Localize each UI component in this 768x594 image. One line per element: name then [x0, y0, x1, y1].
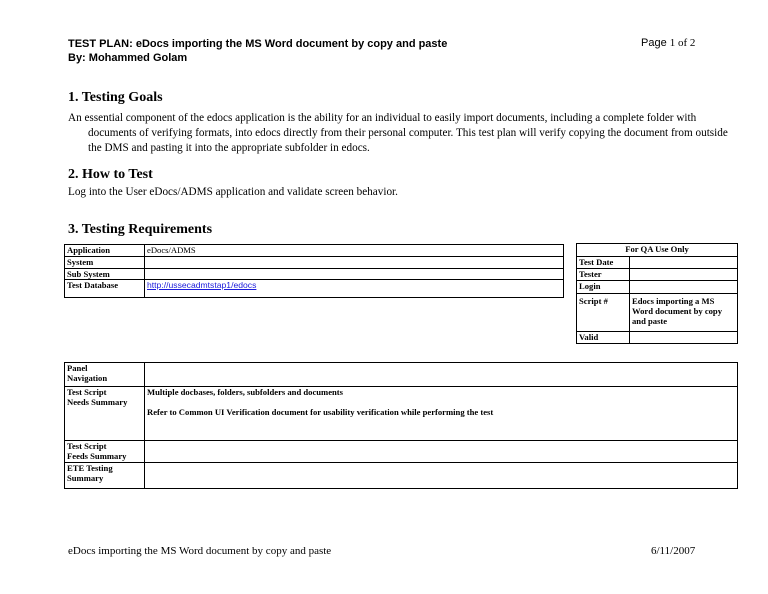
system-label: System — [65, 257, 145, 269]
application-value: eDocs/ADMS — [145, 245, 564, 257]
qa-table-title: For QA Use Only — [577, 244, 738, 257]
needs-summary-line-2: Refer to Common UI Verification document for usability verification while performing the test — [147, 407, 494, 417]
panel-navigation-label — [65, 363, 145, 387]
needs-summary-value — [145, 387, 738, 441]
section-heading-testing-requirements: 3. Testing Requirements — [68, 222, 213, 237]
test-date-label: Test Date — [577, 257, 630, 269]
system-value — [145, 257, 564, 269]
footer-title: eDocs importing the MS Word document by copy and paste — [68, 545, 332, 557]
test-date-value — [630, 257, 738, 269]
section-heading-how-to-test: 2. How to Test — [68, 167, 153, 182]
tester-value — [630, 269, 738, 281]
test-details-table — [64, 362, 738, 489]
needs-summary-label-line-1: Test Script — [67, 387, 107, 397]
valid-label: Valid — [577, 332, 630, 344]
requirements-table — [64, 244, 564, 298]
ete-summary-label — [65, 463, 145, 489]
document-title: TEST PLAN: eDocs importing the MS Word document by copy and paste — [68, 38, 448, 50]
section-heading-testing-goals: 1. Testing Goals — [68, 90, 163, 105]
needs-summary-line-1: Multiple docbases, folders, subfolders and documents — [147, 387, 344, 397]
panel-navigation-value — [145, 363, 738, 387]
needs-summary-label — [65, 387, 145, 441]
script-number-value: Edocs importing a MS Word document by copy and paste — [630, 294, 738, 332]
tester-label: Tester — [577, 269, 630, 281]
feeds-summary-label — [65, 441, 145, 463]
document-author: By: Mohammed Golam — [68, 52, 188, 64]
ete-summary-label-line-2: Summary — [67, 473, 104, 483]
feeds-summary-label-line-1: Test Script — [67, 441, 107, 451]
ete-summary-label-line-1: ETE Testing — [67, 463, 113, 473]
page-label: Page — [641, 37, 667, 49]
login-label: Login — [577, 281, 630, 294]
testing-goals-text: An essential component of the edocs application is the ability for an individual to easily import documents, including a complete folder with documents of verifying formats, into edocs directly from their personal computer. This test plan will verify copying the document from outside the DMS and pasting it into the appropriate subfolder in edocs. — [68, 112, 728, 154]
subsystem-label: Sub System — [65, 269, 145, 280]
feeds-summary-label-line-2: Feeds Summary — [67, 451, 127, 461]
test-database-link[interactable]: http://ussecadmtstap1/edocs — [147, 280, 257, 290]
ete-summary-value — [145, 463, 738, 489]
page-indicator — [641, 37, 695, 49]
how-to-test-text: Log into the User eDocs/ADMS application and validate screen behavior. — [68, 186, 398, 198]
script-number-label: Script # — [577, 294, 630, 332]
panel-label: Panel — [67, 363, 88, 373]
valid-value — [630, 332, 738, 344]
footer-date: 6/11/2007 — [651, 545, 696, 557]
test-database-label: Test Database — [65, 280, 145, 298]
application-label: Application — [65, 245, 145, 257]
navigation-label: Navigation — [67, 373, 108, 383]
qa-use-only-table — [576, 243, 738, 344]
feeds-summary-value — [145, 441, 738, 463]
login-value — [630, 281, 738, 294]
page-number: 1 of 2 — [669, 37, 696, 49]
subsystem-value — [145, 269, 564, 280]
needs-summary-label-line-2: Needs Summary — [67, 397, 128, 407]
